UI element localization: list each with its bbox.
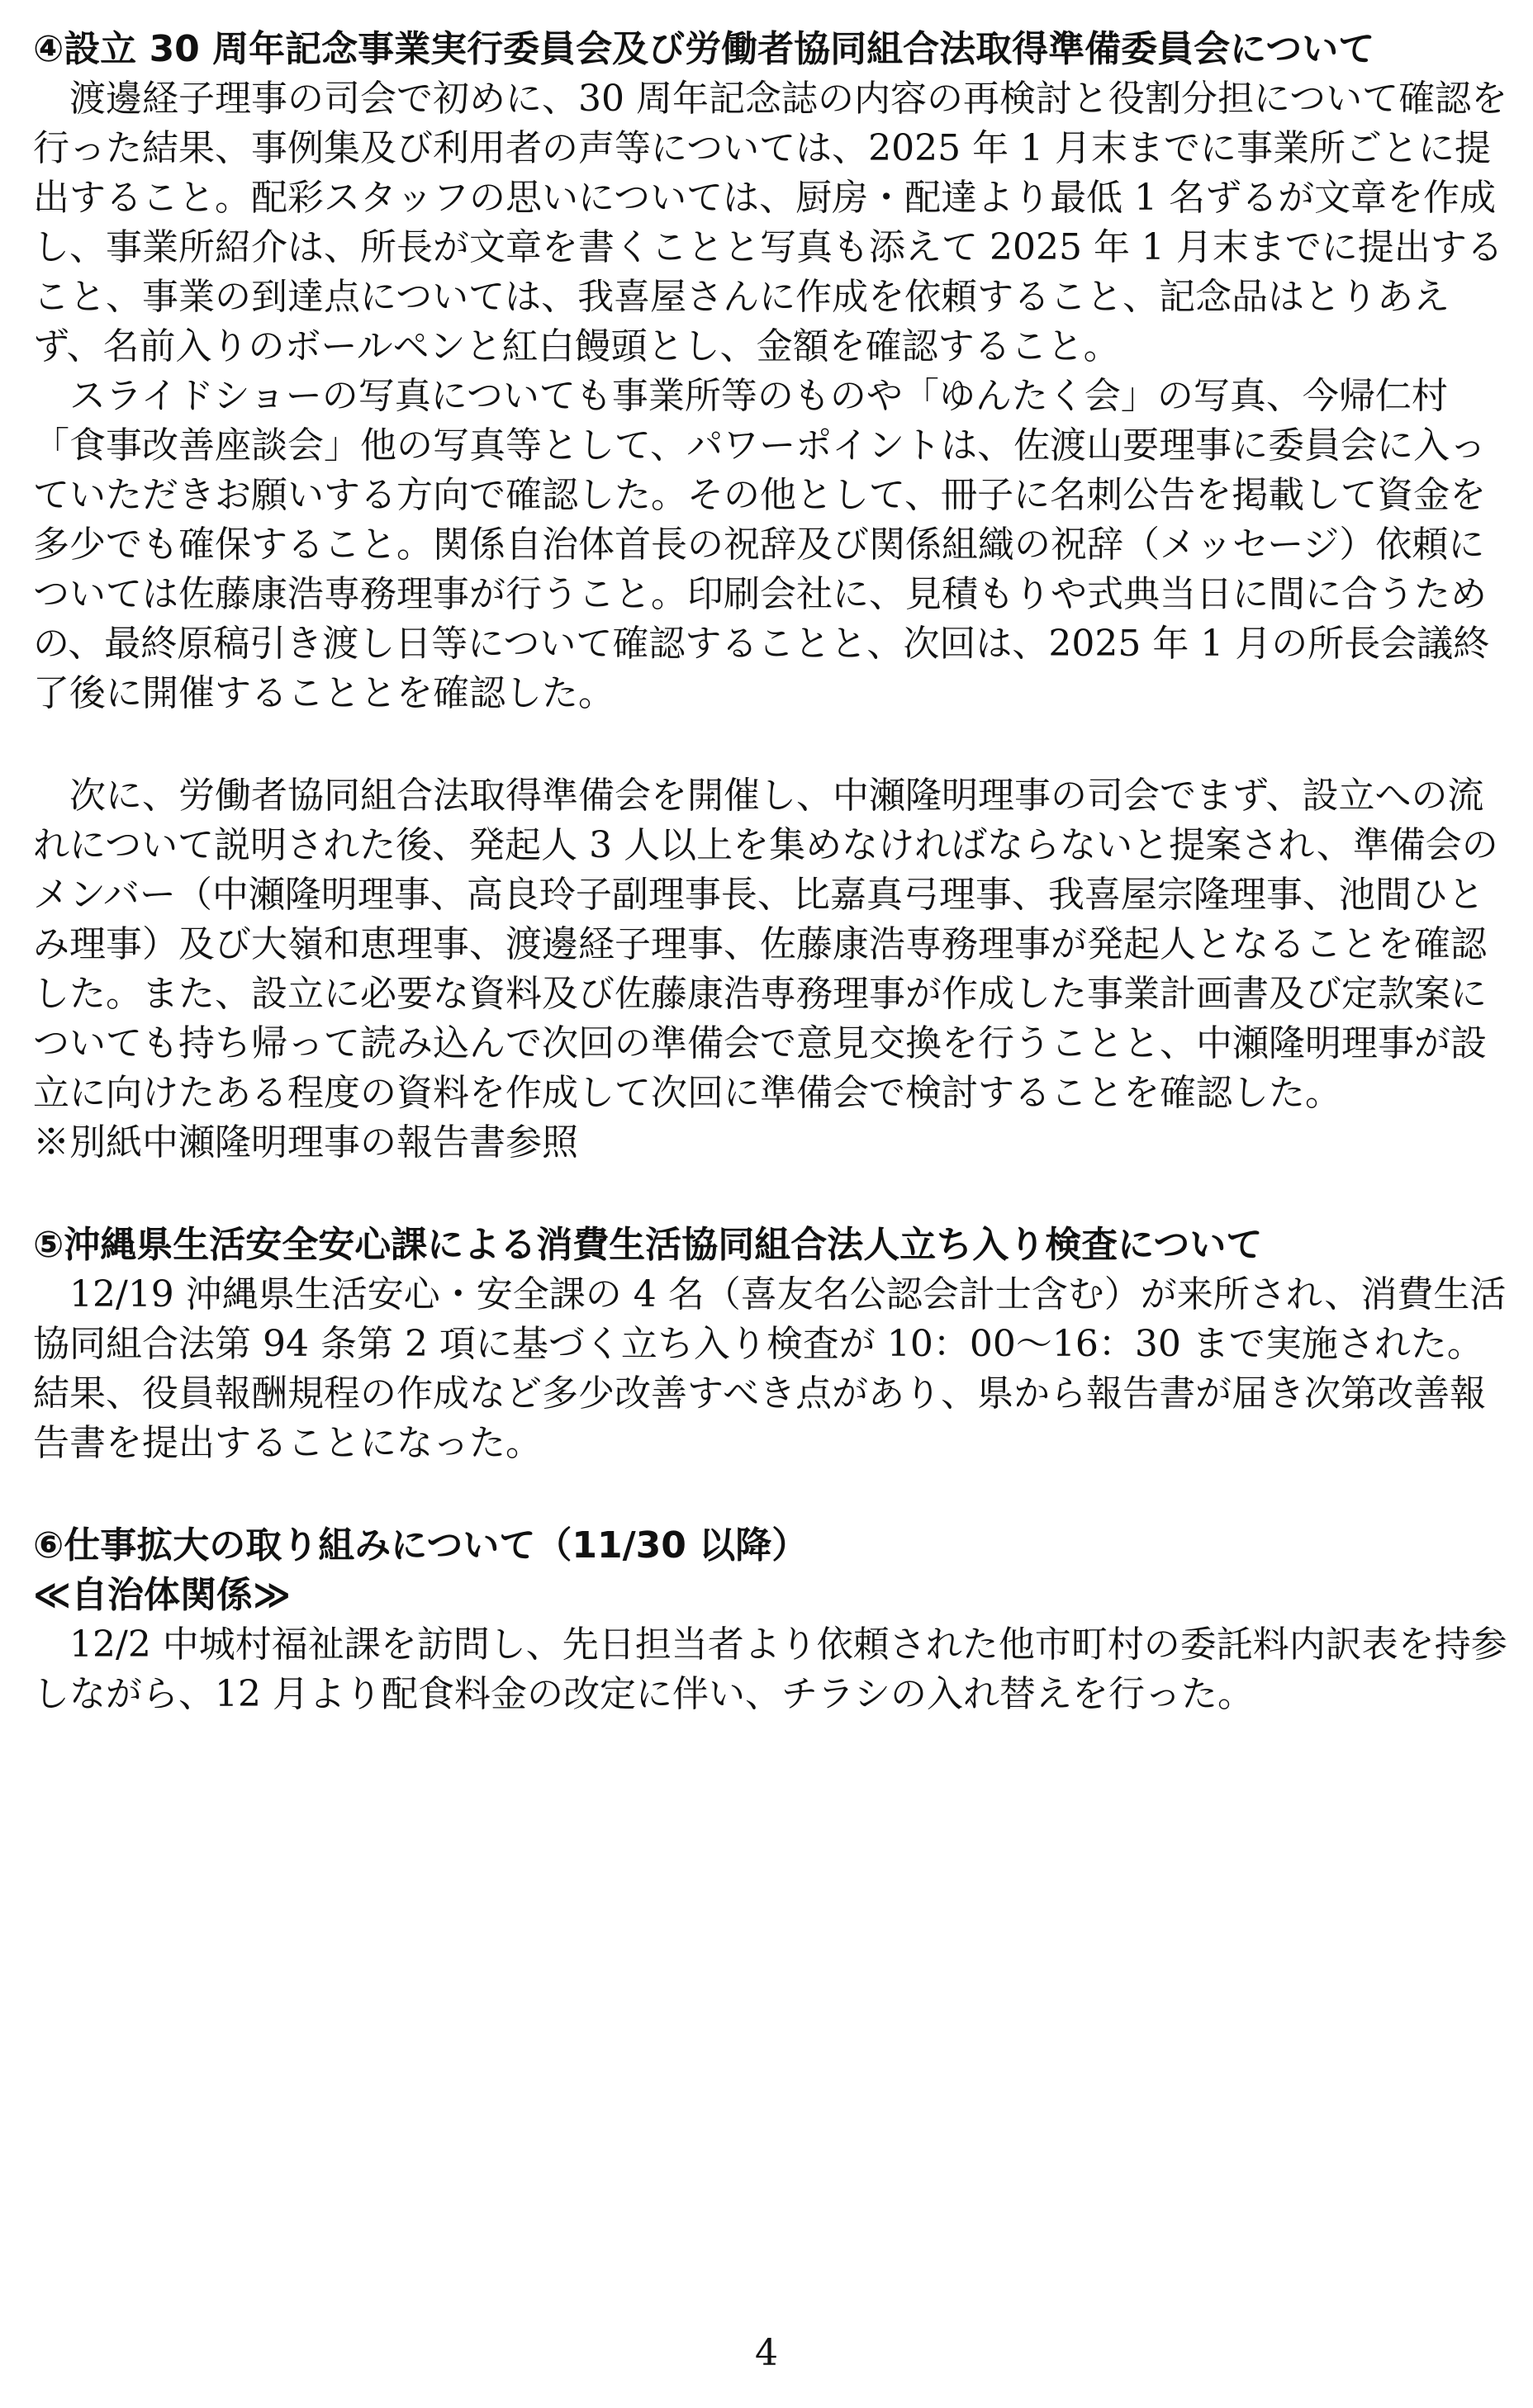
paragraph-line: 結果、役員報酬規程の作成など多少改善すべき点があり、県から報告書が届き次第改善報: [33, 1372, 1487, 1415]
reference-note: ※別紙中瀬隆明理事の報告書参照: [33, 1121, 578, 1164]
section-5: [33, 1221, 1507, 1468]
document-page: [33, 25, 1508, 1719]
paragraph-line: ついても持ち帰って読み込んで次回の準備会で意見交換を行うことと、中瀬隆明理事が設: [33, 1022, 1487, 1064]
paragraph-line: の、最終原稿引き渡し日等について確認することと、次回は、2025 年 1 月の所長会議終: [33, 623, 1490, 665]
section-4-paragraph-2: [33, 372, 1503, 718]
section-4-heading: ④設立 30 周年記念事業実行委員会及び労働者協同組合法取得準備委員会について: [33, 28, 1375, 70]
paragraph-line: 次に、労働者協同組合法取得準備会を開催し、中瀬隆明理事の司会でまず、設立への流: [69, 775, 1484, 817]
paragraph-line: 12/19 沖縄県生活安心・安全課の 4 名（喜友名公認会計士含む）が来所され、消費生活: [69, 1273, 1507, 1315]
paragraph-line: み理事）及び大嶺和恵理事、渡邊経子理事、佐藤康浩専務理事が発起人となることを確認: [33, 923, 1487, 965]
paragraph-line: 「食事改善座談会」他の写真等として、パワーポイントは、佐渡山要理事に委員会に入っ: [33, 424, 1487, 467]
paragraph-line: 多少でも確保すること。関係自治体首長の祝辞及び関係組織の祝辞（メッセージ）依頼に: [33, 524, 1485, 566]
paragraph-line: 渡邊経子理事の司会で初めに、30 周年記念誌の内容の再検討と役割分担について確認を: [69, 78, 1508, 120]
paragraph-line: 行った結果、事例集及び利用者の声等については、2025 年 1 月末までに事業所ごとに提: [33, 127, 1492, 169]
paragraph-line: ず、名前入りのボールペンと紅白饅頭とし、金額を確認すること。: [33, 325, 1120, 367]
section-6-subheading: ≪自治体関係≫: [33, 1574, 292, 1616]
section-5-heading: ⑤沖縄県生活安全安心課による消費生活協同組合法人立ち入り検査について: [33, 1224, 1263, 1266]
paragraph-line: ついては佐藤康浩専務理事が行うこと。印刷会社に、見積もりや式典当日に間に合うため: [33, 573, 1487, 615]
paragraph-line: こと、事業の到達点については、我喜屋さんに作成を依頼すること、記念品はとりあえ: [33, 276, 1450, 318]
spacer: [33, 1468, 1503, 1521]
section-4-paragraph-1: [33, 74, 1508, 372]
paragraph-line: れについて説明された後、発起人 3 人以上を集めなければならないと提案され、準備会の: [33, 824, 1498, 866]
section-6-heading: ⑥仕事拡大の取り組みについて（11/30 以降）: [33, 1524, 809, 1567]
page-number: 4: [755, 2332, 778, 2374]
paragraph-line: し、事業所紹介は、所長が文章を書くことと写真も添えて 2025 年 1 月末までに提出する: [33, 226, 1503, 268]
paragraph-line: 12/2 中城村福祉課を訪問し、先日担当者より依頼された他市町村の委託料内訳表を持参: [69, 1624, 1507, 1666]
section-5-paragraph: [33, 1270, 1507, 1468]
paragraph-line: メンバー（中瀬隆明理事、高良玲子副理事長、比嘉真弓理事、我喜屋宗隆理事、池間ひと: [33, 874, 1484, 916]
paragraph-line: ていただきお願いする方向で確認した。その他として、冊子に名刺公告を掲載して資金を: [33, 474, 1487, 516]
spacer: [33, 1168, 1503, 1221]
section-6: [33, 1521, 1507, 1719]
paragraph-line: 協同組合法第 94 条第 2 項に基づく立ち入り検査が 10：00～16：30 まで実施された。: [33, 1323, 1483, 1365]
section-4: [33, 25, 1508, 1168]
paragraph-line: 了後に開催することとを確認した。: [33, 672, 615, 714]
spacer: [33, 718, 1503, 771]
paragraph-line: スライドショーの写真についても事業所等のものや「ゆんたく会」の写真、今帰仁村: [69, 375, 1448, 417]
paragraph-line: した。また、設立に必要な資料及び佐藤康浩専務理事が作成した事業計画書及び定款案に: [33, 973, 1487, 1015]
paragraph-line: 告書を提出することになった。: [33, 1422, 542, 1464]
section-4-paragraph-3: [33, 771, 1503, 1118]
section-6-paragraph: [33, 1620, 1507, 1719]
paragraph-line: しながら、12 月より配食料金の改定に伴い、チラシの入れ替えを行った。: [33, 1673, 1254, 1715]
paragraph-line: 出すること。配彩スタッフの思いについては、厨房・配達より最低 1 名ずるが文章を作成: [33, 177, 1497, 219]
paragraph-line: 立に向けたある程度の資料を作成して次回に準備会で検討することを確認した。: [33, 1072, 1341, 1114]
